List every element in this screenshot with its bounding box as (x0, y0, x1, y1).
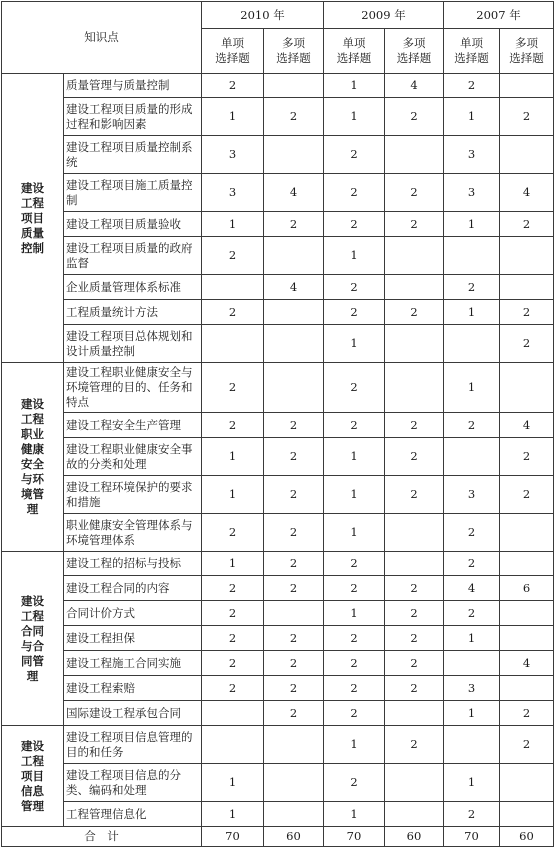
topic-cell: 建设工程环境保护的要求和措施 (64, 476, 202, 514)
table-row (2, 325, 554, 363)
table-row (2, 237, 554, 275)
value-cell: 1 (202, 438, 264, 476)
multi-choice-header: 多项 选择题 (264, 29, 324, 74)
single-choice-header: 单项 选择题 (444, 29, 500, 74)
value-cell: 1 (324, 325, 385, 363)
value-cell: 2 (264, 98, 324, 136)
value-cell (264, 325, 324, 363)
value-cell: 2 (385, 676, 444, 701)
exam-statistics-table (1, 1, 554, 847)
value-cell: 3 (444, 136, 500, 174)
value-cell: 2 (444, 802, 500, 827)
value-cell: 2 (264, 651, 324, 676)
value-cell: 2 (264, 676, 324, 701)
value-cell: 2 (202, 413, 264, 438)
value-cell: 2 (264, 438, 324, 476)
category-cell: 建设 工程 项目 质量 控制 (2, 74, 64, 363)
value-cell: 1 (324, 726, 385, 764)
value-cell: 2 (385, 98, 444, 136)
value-cell: 2 (264, 701, 324, 726)
value-cell: 3 (202, 136, 264, 174)
value-cell: 2 (500, 438, 554, 476)
topic-cell: 建设工程项目质量的形成过程和影响因素 (64, 98, 202, 136)
value-cell: 4 (385, 74, 444, 98)
value-cell (385, 552, 444, 576)
value-cell (202, 325, 264, 363)
value-cell: 2 (444, 552, 500, 576)
value-cell (500, 552, 554, 576)
table-row (2, 212, 554, 237)
value-cell: 2 (324, 413, 385, 438)
table-row (2, 514, 554, 552)
value-cell: 2 (202, 576, 264, 601)
value-cell (385, 237, 444, 275)
table-row (2, 764, 554, 802)
value-cell: 3 (202, 174, 264, 212)
table-row (2, 275, 554, 300)
year-header-2007: 2007 年 (444, 2, 554, 29)
value-cell: 4 (444, 576, 500, 601)
value-cell (264, 764, 324, 802)
value-cell (444, 726, 500, 764)
value-cell (500, 601, 554, 626)
value-cell (500, 237, 554, 275)
table-row (2, 300, 554, 325)
value-cell: 2 (264, 514, 324, 552)
topic-cell: 建设工程安全生产管理 (64, 413, 202, 438)
value-cell (444, 237, 500, 275)
table-row (2, 174, 554, 212)
value-cell: 1 (444, 363, 500, 413)
value-cell (385, 363, 444, 413)
table-row (2, 576, 554, 601)
value-cell: 2 (324, 136, 385, 174)
single-choice-header: 单项 选择题 (324, 29, 385, 74)
value-cell: 1 (324, 98, 385, 136)
topic-cell: 建设工程的招标与投标 (64, 552, 202, 576)
year-header-2010: 2010 年 (202, 2, 324, 29)
value-cell: 2 (444, 514, 500, 552)
value-cell (444, 651, 500, 676)
table-row (2, 363, 554, 413)
value-cell: 2 (385, 212, 444, 237)
value-cell: 2 (385, 601, 444, 626)
value-cell: 2 (385, 300, 444, 325)
value-cell: 2 (385, 438, 444, 476)
table-row (2, 701, 554, 726)
value-cell (385, 701, 444, 726)
value-cell: 2 (324, 626, 385, 651)
value-cell (500, 275, 554, 300)
multi-choice-header: 多项 选择题 (385, 29, 444, 74)
value-cell (444, 438, 500, 476)
value-cell: 4 (500, 651, 554, 676)
total-value-cell: 70 (202, 827, 264, 847)
topic-cell: 建设工程施工合同实施 (64, 651, 202, 676)
value-cell: 2 (324, 701, 385, 726)
topic-cell: 建设工程项目施工质量控制 (64, 174, 202, 212)
value-cell: 2 (202, 676, 264, 701)
topic-cell: 建设工程项目质量验收 (64, 212, 202, 237)
topic-cell: 建设工程合同的内容 (64, 576, 202, 601)
value-cell: 2 (500, 325, 554, 363)
value-cell: 2 (500, 212, 554, 237)
topic-cell: 建设工程索赔 (64, 676, 202, 701)
value-cell: 1 (324, 476, 385, 514)
value-cell: 1 (324, 438, 385, 476)
single-choice-header: 单项 选择题 (202, 29, 264, 74)
value-cell (500, 363, 554, 413)
value-cell (385, 802, 444, 827)
value-cell: 1 (324, 74, 385, 98)
topic-cell: 工程管理信息化 (64, 802, 202, 827)
table-row (2, 676, 554, 701)
value-cell: 2 (202, 626, 264, 651)
total-value-cell: 60 (264, 827, 324, 847)
value-cell: 2 (444, 601, 500, 626)
value-cell (264, 300, 324, 325)
value-cell: 2 (385, 626, 444, 651)
value-cell (264, 601, 324, 626)
topic-cell: 建设工程项目质量的政府监督 (64, 237, 202, 275)
table-row (2, 74, 554, 98)
value-cell: 2 (500, 701, 554, 726)
value-cell (385, 764, 444, 802)
value-cell: 2 (202, 514, 264, 552)
value-cell: 3 (444, 174, 500, 212)
value-cell (202, 701, 264, 726)
value-cell (500, 74, 554, 98)
value-cell: 2 (324, 275, 385, 300)
value-cell (385, 136, 444, 174)
value-cell: 2 (324, 576, 385, 601)
value-cell: 1 (202, 802, 264, 827)
value-cell (500, 802, 554, 827)
value-cell: 2 (264, 552, 324, 576)
table-row (2, 136, 554, 174)
value-cell: 3 (444, 476, 500, 514)
value-cell (500, 626, 554, 651)
value-cell: 2 (202, 651, 264, 676)
value-cell: 4 (500, 174, 554, 212)
value-cell: 2 (324, 552, 385, 576)
category-cell: 建设 工程 项目 信息 管理 (2, 726, 64, 827)
value-cell: 2 (324, 174, 385, 212)
value-cell: 2 (264, 212, 324, 237)
value-cell: 1 (202, 764, 264, 802)
value-cell: 1 (444, 212, 500, 237)
value-cell (264, 237, 324, 275)
total-value-cell: 70 (324, 827, 385, 847)
table-row (2, 552, 554, 576)
table-row (2, 476, 554, 514)
value-cell: 2 (324, 300, 385, 325)
knowledge-header (2, 2, 202, 74)
value-cell: 1 (202, 552, 264, 576)
value-cell: 2 (500, 726, 554, 764)
value-cell: 2 (324, 651, 385, 676)
value-cell: 2 (385, 476, 444, 514)
value-cell: 1 (444, 764, 500, 802)
multi-choice-header: 多项 选择题 (500, 29, 554, 74)
value-cell: 3 (444, 676, 500, 701)
value-cell: 1 (324, 601, 385, 626)
value-cell: 1 (324, 802, 385, 827)
totals-label: 合 计 (2, 827, 202, 847)
topic-cell: 建设工程职业健康安全事故的分类和处理 (64, 438, 202, 476)
value-cell: 2 (324, 764, 385, 802)
table-row (2, 413, 554, 438)
value-cell: 2 (264, 626, 324, 651)
value-cell (264, 726, 324, 764)
topic-cell: 建设工程职业健康安全与环境管理的目的、任务和特点 (64, 363, 202, 413)
total-value-cell: 60 (500, 827, 554, 847)
value-cell: 2 (385, 651, 444, 676)
value-cell: 6 (500, 576, 554, 601)
topic-cell: 企业质量管理体系标准 (64, 275, 202, 300)
value-cell (264, 136, 324, 174)
value-cell: 1 (444, 626, 500, 651)
topic-cell: 合同计价方式 (64, 601, 202, 626)
value-cell: 2 (385, 413, 444, 438)
value-cell: 2 (444, 413, 500, 438)
value-cell (500, 514, 554, 552)
value-cell: 1 (444, 300, 500, 325)
topic-cell: 工程质量统计方法 (64, 300, 202, 325)
value-cell: 2 (500, 300, 554, 325)
value-cell: 2 (202, 363, 264, 413)
topic-cell: 质量管理与质量控制 (64, 74, 202, 98)
category-cell: 建设 工程 合同 与合 同管 理 (2, 552, 64, 726)
totals-row (2, 827, 554, 847)
table-row (2, 651, 554, 676)
value-cell (500, 764, 554, 802)
value-cell (385, 514, 444, 552)
total-value-cell: 70 (444, 827, 500, 847)
value-cell: 2 (385, 174, 444, 212)
value-cell: 2 (500, 98, 554, 136)
value-cell (500, 136, 554, 174)
value-cell (202, 275, 264, 300)
value-cell: 2 (264, 413, 324, 438)
value-cell (444, 325, 500, 363)
value-cell: 2 (385, 726, 444, 764)
value-cell (264, 363, 324, 413)
value-cell: 1 (202, 476, 264, 514)
value-cell (385, 275, 444, 300)
topic-cell: 建设工程项目质量控制系统 (64, 136, 202, 174)
value-cell: 2 (202, 237, 264, 275)
value-cell: 4 (264, 174, 324, 212)
value-cell: 2 (444, 74, 500, 98)
table-row (2, 438, 554, 476)
value-cell (264, 802, 324, 827)
category-cell: 建设 工程 职业 健康 安全 与环 境管 理 (2, 363, 64, 552)
table-row (2, 802, 554, 827)
header-row-years (2, 2, 554, 29)
value-cell: 2 (385, 576, 444, 601)
table-row (2, 601, 554, 626)
value-cell: 1 (324, 237, 385, 275)
topic-cell: 职业健康安全管理体系与环境管理体系 (64, 514, 202, 552)
value-cell: 2 (444, 275, 500, 300)
value-cell: 2 (202, 300, 264, 325)
value-cell (264, 74, 324, 98)
topic-cell: 建设工程担保 (64, 626, 202, 651)
table-row (2, 626, 554, 651)
value-cell: 2 (324, 676, 385, 701)
topic-cell: 建设工程项目信息的分类、编码和处理 (64, 764, 202, 802)
total-value-cell: 60 (385, 827, 444, 847)
value-cell (385, 325, 444, 363)
value-cell: 2 (500, 476, 554, 514)
value-cell: 2 (324, 212, 385, 237)
value-cell: 2 (202, 74, 264, 98)
value-cell (500, 676, 554, 701)
topic-cell: 国际建设工程承包合同 (64, 701, 202, 726)
value-cell: 2 (264, 476, 324, 514)
value-cell: 2 (264, 576, 324, 601)
value-cell (202, 726, 264, 764)
value-cell: 4 (264, 275, 324, 300)
value-cell: 1 (444, 701, 500, 726)
knowledge-header-label: 知识点 (84, 30, 119, 44)
topic-cell: 建设工程项目总体规划和设计质量控制 (64, 325, 202, 363)
table-row (2, 98, 554, 136)
value-cell: 2 (202, 601, 264, 626)
value-cell: 1 (324, 514, 385, 552)
value-cell: 1 (202, 212, 264, 237)
table-row (2, 726, 554, 764)
value-cell: 4 (500, 413, 554, 438)
topic-cell: 建设工程项目信息管理的目的和任务 (64, 726, 202, 764)
value-cell: 1 (444, 98, 500, 136)
value-cell: 1 (202, 98, 264, 136)
value-cell: 2 (324, 363, 385, 413)
year-header-2009: 2009 年 (324, 2, 444, 29)
